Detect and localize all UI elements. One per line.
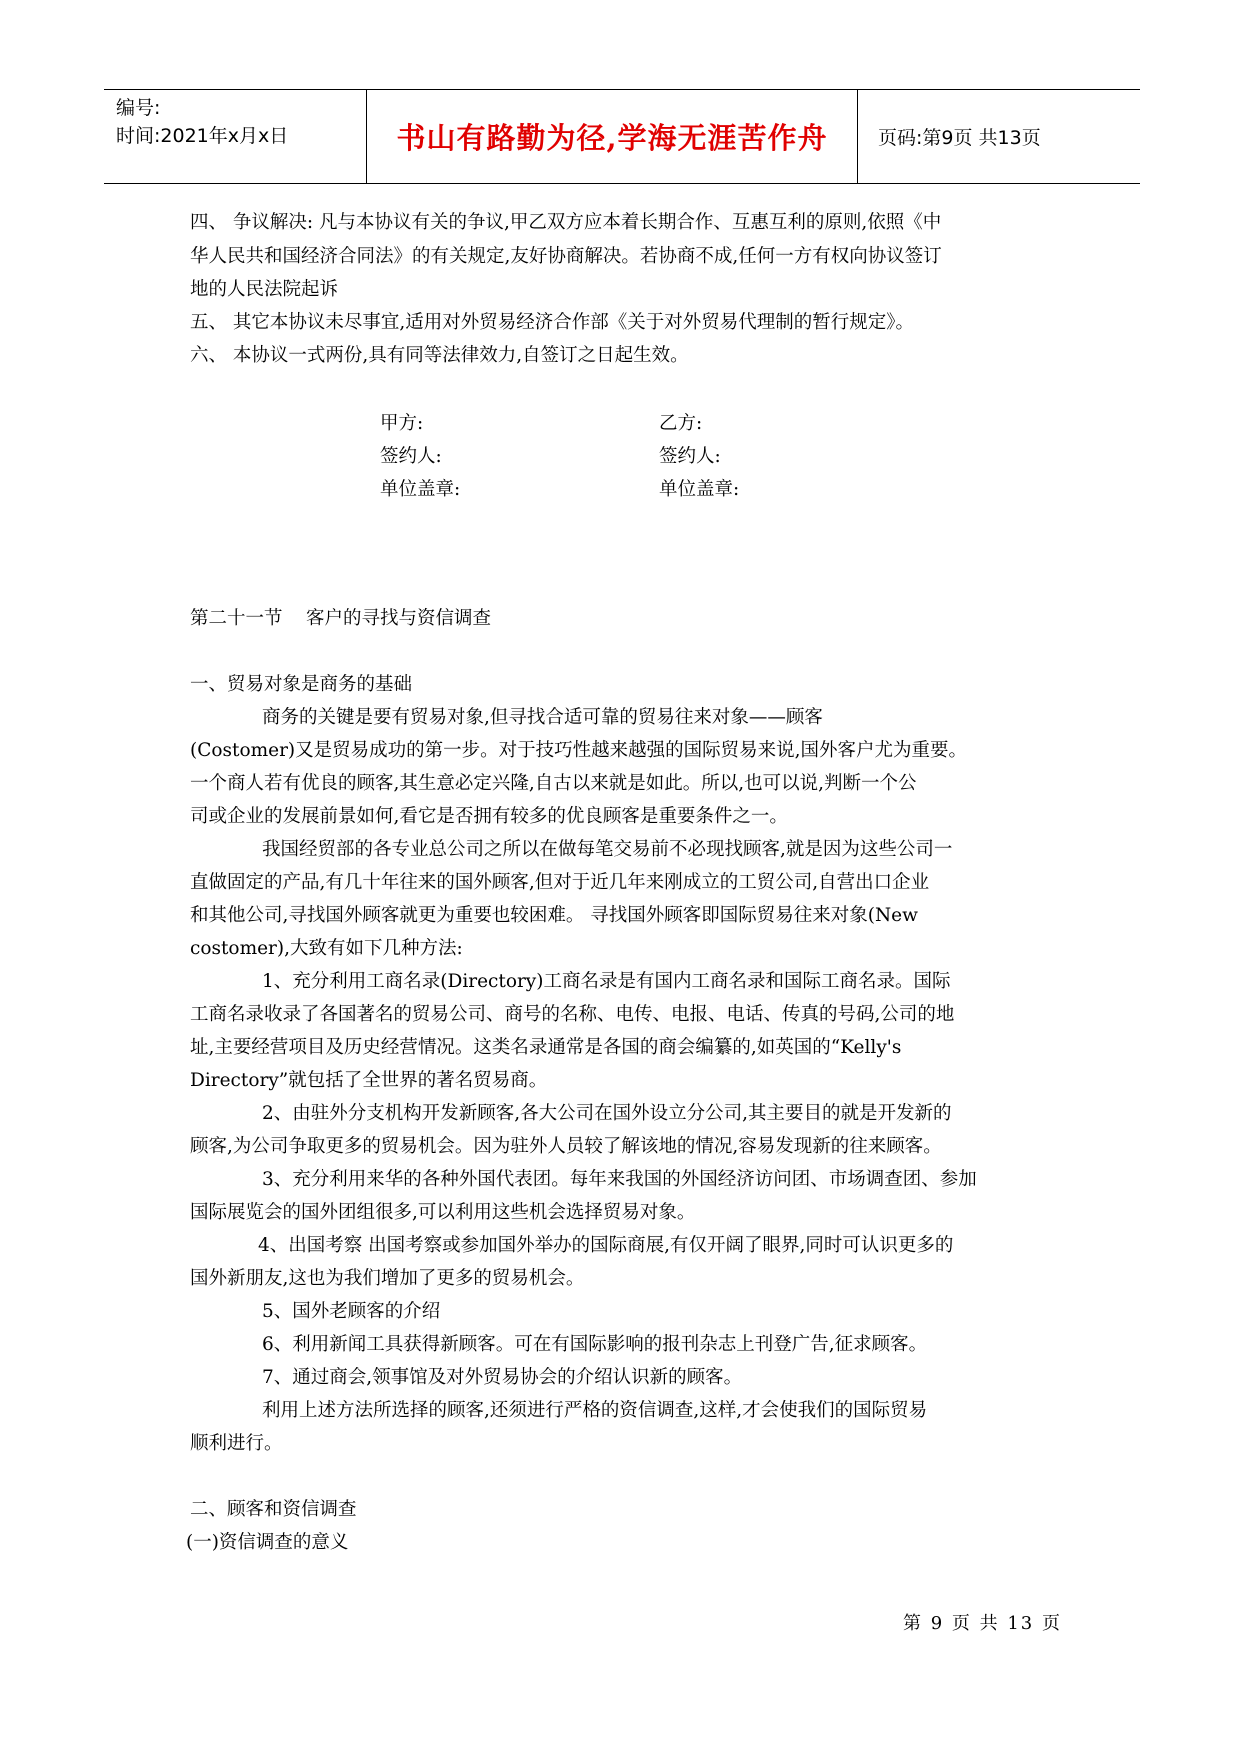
body-line: 利用上述方法所选择的顾客,还须进行严格的资信调查,这样,才会使我们的国际贸易 [262,1400,928,1421]
part1-heading: 一、贸易对象是商务的基础 [190,674,413,695]
page-footer: 第 9 页 共 13 页 [903,1613,1062,1634]
header-motto: 书山有路勤为径,学海无涯苦作舟 [396,121,828,155]
clause-line: 四、 争议解决: 凡与本协议有关的争议,甲乙双方应本着长期合作、互惠互利的原则,依照《中 [190,212,942,233]
clause-line: 华人民共和国经济合同法》的有关规定,友好协商解决。若协商不成,任何一方有权向协议签订 [190,246,942,267]
body-line: 顺利进行。 [190,1433,283,1454]
body-line: 我国经贸部的各专业总公司之所以在做每笔交易前不必现找顾客,就是因为这些公司一 [262,839,953,860]
header-meta [104,90,378,183]
clause-line: 五、 其它本协议未尽事宜,适用对外贸易经济合作部《关于对外贸易代理制的暂行规定》。 [190,312,915,333]
clause-line: 地的人民法院起诉 [190,279,339,300]
part2-heading: 二、顾客和资信调查 [190,1499,357,1520]
body-line: 5、国外老顾客的介绍 [262,1301,441,1322]
seal-a-label: 单位盖章: [380,479,461,500]
signer-b-label: 签约人: [659,446,721,467]
party-b-label: 乙方: [659,413,703,434]
body-line: 6、利用新闻工具获得新顾客。可在有国际影响的报刊杂志上刊登广告,征求顾客。 [262,1334,928,1355]
body-line: 国外新朋友,这也为我们增加了更多的贸易机会。 [190,1268,585,1289]
body-line: (Costomer)又是贸易成功的第一步。对于技巧性越来越强的国际贸易来说,国外客户尤为重要。 [190,740,968,761]
section-title: 第二十一节 客户的寻找与资信调查 [190,608,492,629]
document-time-label: 时间:2021年x月x日 [116,125,289,147]
body-line: 1、充分利用工商名录(Directory)工商名录是有国内工商名录和国际工商名录。国际 [262,971,951,992]
document-header [104,89,1140,184]
body-line: 址,主要经营项目及历史经营情况。这类名录通常是各国的商会编纂的,如英国的“Kelly's [190,1037,902,1058]
header-page-code: 页码:第9页 共13页 [878,127,1041,149]
body-line: 7、通过商会,领事馆及对外贸易协会的介绍认识新的顾客。 [262,1367,743,1388]
signer-a-label: 签约人: [380,446,442,467]
body-line: 和其他公司,寻找国外顾客就更为重要也较困难。 寻找国外顾客即国际贸易往来对象(New [190,905,918,926]
body-line: 直做固定的产品,有几十年往来的国外顾客,但对于近几年来刚成立的工贸公司,自营出口企业 [190,872,930,893]
seal-b-label: 单位盖章: [659,479,740,500]
body-line: 商务的关键是要有贸易对象,但寻找合适可靠的贸易往来对象——顾客 [262,707,823,728]
body-line: 一个商人若有优良的顾客,其生意必定兴隆,自古以来就是如此。所以,也可以说,判断一个公 [190,773,917,794]
body-line: 2、由驻外分支机构开发新顾客,各大公司在国外设立分公司,其主要目的就是开发新的 [262,1103,952,1124]
body-line: 4、出国考察 出国考察或参加国外举办的国际商展,有仅开阔了眼界,同时可认识更多的 [258,1235,954,1256]
header-motto-cell [366,90,858,183]
part2-subheading: (一)资信调查的意义 [186,1532,349,1553]
party-a-label: 甲方: [380,413,424,434]
body-line: 顾客,为公司争取更多的贸易机会。因为驻外人员较了解该地的情况,容易发现新的往来顾客。 [190,1136,942,1157]
body-line: 国际展览会的国外团组很多,可以利用这些机会选择贸易对象。 [190,1202,696,1223]
body-line: Directory”就包括了全世界的著名贸易商。 [190,1070,548,1091]
body-line: 3、充分利用来华的各种外国代表团。每年来我国的外国经济访问团、市场调查团、参加 [262,1169,977,1190]
body-line: 司或企业的发展前景如何,看它是否拥有较多的优良顾客是重要条件之一。 [190,806,788,827]
body-line: 工商名录收录了各国著名的贸易公司、商号的名称、电传、电报、电话、传真的号码,公司的地 [190,1004,955,1025]
clause-line: 六、 本协议一式两份,具有同等法律效力,自签订之日起生效。 [190,345,689,366]
document-number-label: 编号: [116,97,161,119]
body-line: costomer),大致有如下几种方法: [190,938,463,959]
